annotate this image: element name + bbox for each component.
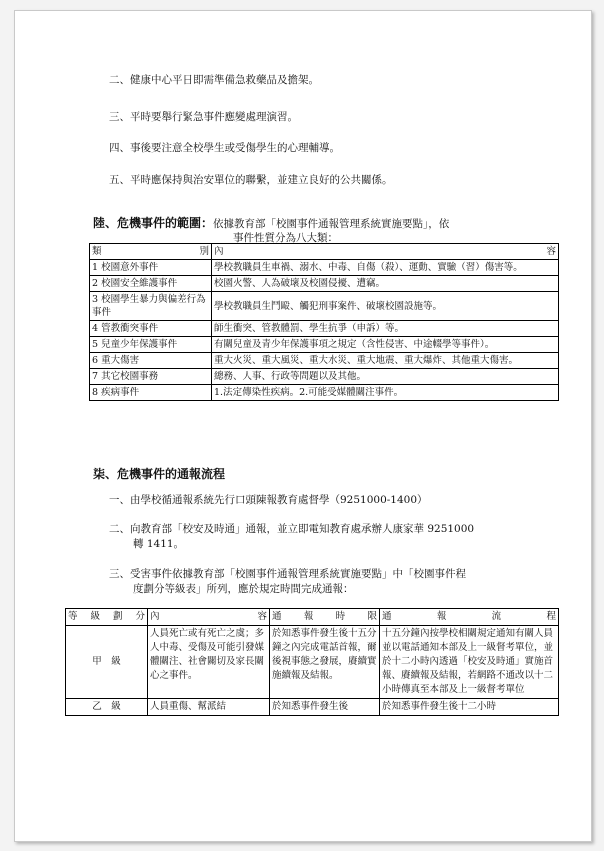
intro-item-4: 四、事後要注意全校學生或受傷學生的心理輔導。: [109, 142, 340, 154]
header-content-right: 容: [546, 246, 556, 257]
header-level-3: 劃: [112, 611, 123, 622]
document-page: [14, 10, 592, 842]
section-7-item-2-line2: 轉 1411。: [133, 538, 185, 550]
process-cell: 於知悉事件發生後十二小時: [380, 699, 559, 716]
header-category-left: 類: [92, 246, 102, 257]
header-time-2: 報: [303, 611, 314, 622]
header-level-4: 分: [135, 611, 145, 622]
header-process-2: 報: [436, 611, 447, 622]
intro-item-5: 五、平時應保持與治安單位的聯繫，並建立良好的公共關係。: [109, 174, 393, 186]
table-row: [90, 260, 559, 276]
table-row: [90, 385, 559, 401]
section-7-item-2-line1: 二、向教育部「校安及時通」通報，並立即電知教育處承辦人康家華 9251000: [109, 523, 475, 535]
header-content-left: 內: [150, 611, 160, 622]
content-cell: 校園火警、人為破壞及校園侵擾、遭竊。: [212, 276, 559, 292]
category-cell: 7 其它校園事務: [90, 369, 212, 385]
table-row: [66, 626, 559, 699]
intro-item-3: 三、平時要舉行緊急事件應變處理演習。: [109, 111, 298, 123]
table-row: [90, 337, 559, 353]
category-cell: 5 兒童少年保護事件: [90, 337, 212, 353]
category-cell: 8 疾病事件: [90, 385, 212, 401]
header-content-left: 內: [214, 246, 224, 257]
level-cell: 乙 級: [66, 699, 148, 716]
content-cell: 重大火災、重大風災、重大水災、重大地震、重大爆炸、其他重大傷害。: [212, 353, 559, 369]
category-cell: 1 校園意外事件: [90, 260, 212, 276]
header-time-1: 通: [272, 611, 282, 622]
table-row: [90, 276, 559, 292]
time-limit-cell: 於知悉事件發生後: [270, 699, 380, 716]
table-row: [90, 353, 559, 369]
header-level-2: 級: [90, 611, 100, 622]
header-process-3: 流: [491, 611, 502, 622]
section-6-text-line1: 依據教育部「校園事件通報管理系統實施要點」，依: [213, 218, 450, 230]
header-time-4: 限: [367, 611, 377, 622]
category-cell: 4 管教衝突事件: [90, 321, 212, 337]
event-category-table: [89, 243, 559, 401]
header-time-3: 時: [335, 611, 346, 622]
level-cell: 甲 級: [66, 626, 148, 699]
table-row: [90, 292, 559, 321]
section-6-heading-line: [93, 216, 449, 231]
content-cell: 學校教職員生車禍、溺水、中毒、自傷（殺）、運動、實驗（習）傷害等。: [212, 260, 559, 276]
header-category-right: 別: [199, 246, 209, 257]
table-header-row: [90, 244, 559, 260]
content-cell: 有關兒童及青少年保護事項之規定（含性侵害、中途輟學等事件）。: [212, 337, 559, 353]
table-header-row: [66, 609, 559, 626]
category-cell: 6 重大傷害: [90, 353, 212, 369]
header-level-1: 等: [68, 611, 78, 622]
header-content-right: 容: [257, 611, 267, 622]
header-process-4: 程: [546, 611, 556, 622]
intro-item-2: 二、健康中心平日即需準備急救藥品及擔架。: [109, 74, 319, 86]
section-7-item-1: 一、由學校循通報系統先行口頭陳報教育處督學（9251000-1400）: [109, 494, 428, 506]
section-7-heading: 柒、危機事件的通報流程: [93, 467, 226, 481]
content-cell: 1.法定傳染性疾病。2.可能受媒體關注事件。: [212, 385, 559, 401]
table-row: [90, 369, 559, 385]
header-process-1: 通: [382, 611, 392, 622]
section-6-text-line2: 事件性質分為八大類：: [233, 232, 338, 244]
content-cell: 學校教職員生鬥毆、觸犯刑事案件、破壞校園設施等。: [212, 292, 559, 321]
section-6-heading: 陸、危機事件的範圍：: [93, 216, 214, 230]
table-row: [90, 321, 559, 337]
reporting-level-table: [65, 608, 559, 716]
category-cell: 2 校園安全維護事件: [90, 276, 212, 292]
category-cell: 3 校園學生暴力與偏差行為事件: [90, 292, 212, 321]
content-cell: 總務、人事、行政等問題以及其他。: [212, 369, 559, 385]
section-7-item-3-line2: 度劃分等級表」所列，應於規定時間完成通報：: [133, 583, 354, 595]
time-limit-cell: 於知悉事件發生後十五分鐘之內完成電話首報，爾後視事態之發展，賡續實施續報及結報。: [270, 626, 380, 699]
process-cell: 十五分鐘內按學校相關規定通知有關人員並以電話通知本部及上一級督考單位，並於十二小時內透過「校安及時通」實施首報、賡續報及結報，若網路不通改以十二小時傳真至本部及上一級督考單位: [380, 626, 559, 699]
table-row: [66, 699, 559, 716]
section-7-item-3-line1: 三、受害事件依據教育部「校園事件通報管理系統實施要點」中「校園事件程: [109, 568, 466, 580]
content-cell: 師生衝突、管教體罰、學生抗爭（申訴）等。: [212, 321, 559, 337]
content-cell: 人員死亡或有死亡之虞；多人中毒、受傷及可能引發媒體關注、社會關切及家長關心之事件。: [148, 626, 270, 699]
content-cell: 人員重傷、幫派結: [148, 699, 270, 716]
